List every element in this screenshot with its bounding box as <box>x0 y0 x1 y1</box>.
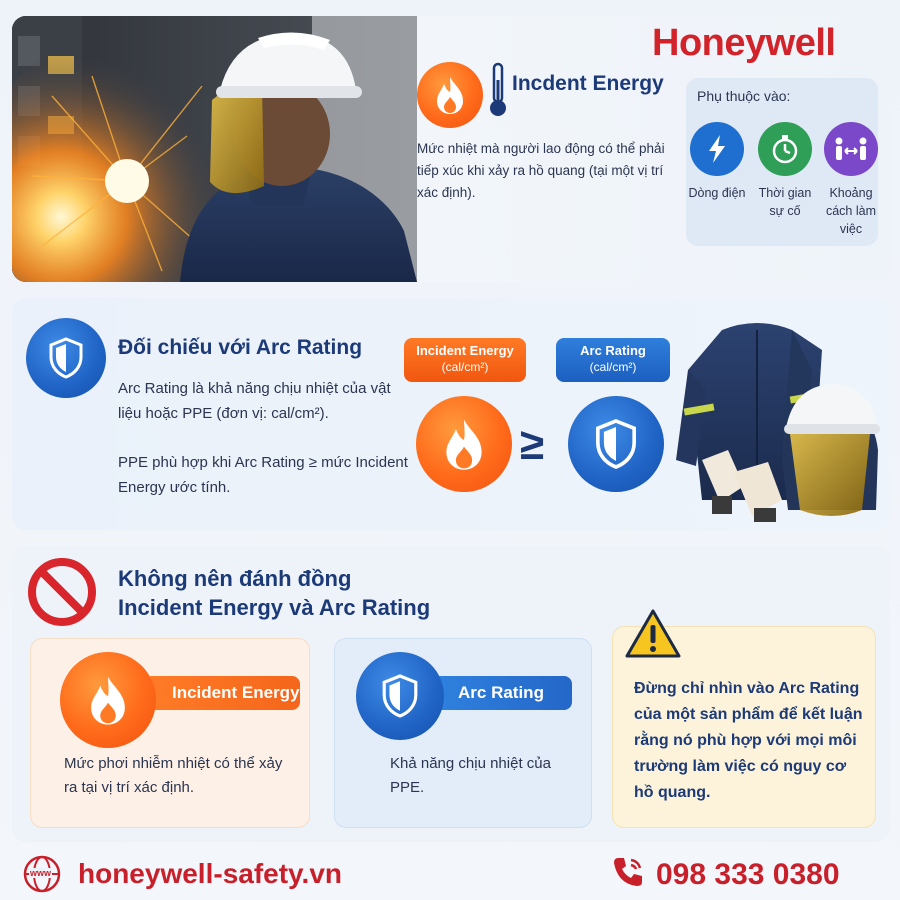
phone-icon <box>610 854 646 895</box>
www-label: www <box>30 868 52 878</box>
arc-rating-pill <box>556 338 670 382</box>
do-not-equate-title-line1: Không nên đánh đồng <box>118 566 352 591</box>
arc-rating-pill-unit: (cal/cm²) <box>589 360 637 374</box>
factor-label-distance: Khoảng cách làm việc <box>825 186 877 236</box>
shield-icon <box>356 652 444 740</box>
phone-number[interactable]: 098 333 0380 <box>656 857 840 891</box>
globe-icon <box>22 854 62 894</box>
fire-icon <box>60 652 156 748</box>
lightning-icon <box>690 122 744 176</box>
ppe-equipment-image <box>672 310 887 525</box>
greater-or-equal-symbol: ≥ <box>520 420 545 469</box>
shield-icon <box>26 318 106 398</box>
fire-icon <box>416 396 512 492</box>
honeywell-logo: Honeywell <box>652 22 836 64</box>
thermometer-icon <box>488 62 508 123</box>
prohibited-icon <box>26 556 98 633</box>
hero-worker-image <box>12 16 417 282</box>
website-link[interactable] <box>22 854 342 894</box>
incident-energy-explainer-text: Mức phơi nhiễm nhiệt có thể xảy ra tại vị trí xác định. <box>64 755 283 796</box>
incident-energy-pill-unit: (cal/cm²) <box>441 360 489 374</box>
warning-note-text: Đừng chỉ nhìn vào Arc Rating của một sản phẩm để kết luận rằng nó phù hợp với mọi môi trường làm việc có nguy cơ hồ quang. <box>634 680 863 801</box>
factor-label-duration: Thời gian sự cố <box>758 186 812 218</box>
ppe-suitability-rule: PPE phù hợp khi Arc Rating ≥ mức Incident Energy ước tính. <box>118 454 408 496</box>
incident-energy-description: Mức nhiệt mà người lao động có thể phải tiếp xúc khi xảy ra hồ quang (tại một vị trí xác định). <box>417 141 665 200</box>
factor-label-current: Dòng điện <box>688 186 746 200</box>
hotline[interactable] <box>610 854 840 895</box>
arc-rating-explainer-text: Khả năng chịu nhiệt của PPE. <box>390 755 551 796</box>
arc-rating-definition: Arc Rating là khả năng chịu nhiệt của vật liệu hoặc PPE (đơn vị: cal/cm²). <box>118 380 391 422</box>
incident-energy-pill-label: Incident Energy <box>416 343 514 358</box>
incident-energy-tag: Incident Energy <box>150 676 300 710</box>
shield-icon <box>568 396 664 492</box>
incident-energy-pill <box>404 338 526 382</box>
depends-on-title: Phụ thuộc vào: <box>697 88 791 104</box>
arc-rating-pill-label: Arc Rating <box>580 343 646 358</box>
warning-triangle-icon <box>624 608 682 665</box>
fire-icon <box>417 62 483 128</box>
distance-icon <box>824 122 878 176</box>
arc-rating-title: Đối chiếu với Arc Rating <box>118 336 363 359</box>
arc-flash-illustration <box>12 16 417 282</box>
do-not-equate-title-line2: Incident Energy và Arc Rating <box>118 595 431 620</box>
do-not-equate-title <box>118 564 430 622</box>
arc-rating-tag: Arc Rating <box>436 676 572 710</box>
stopwatch-icon <box>758 122 812 176</box>
incident-energy-title: Incdent Energy <box>512 72 664 95</box>
website-url[interactable]: honeywell-safety.vn <box>78 858 343 889</box>
